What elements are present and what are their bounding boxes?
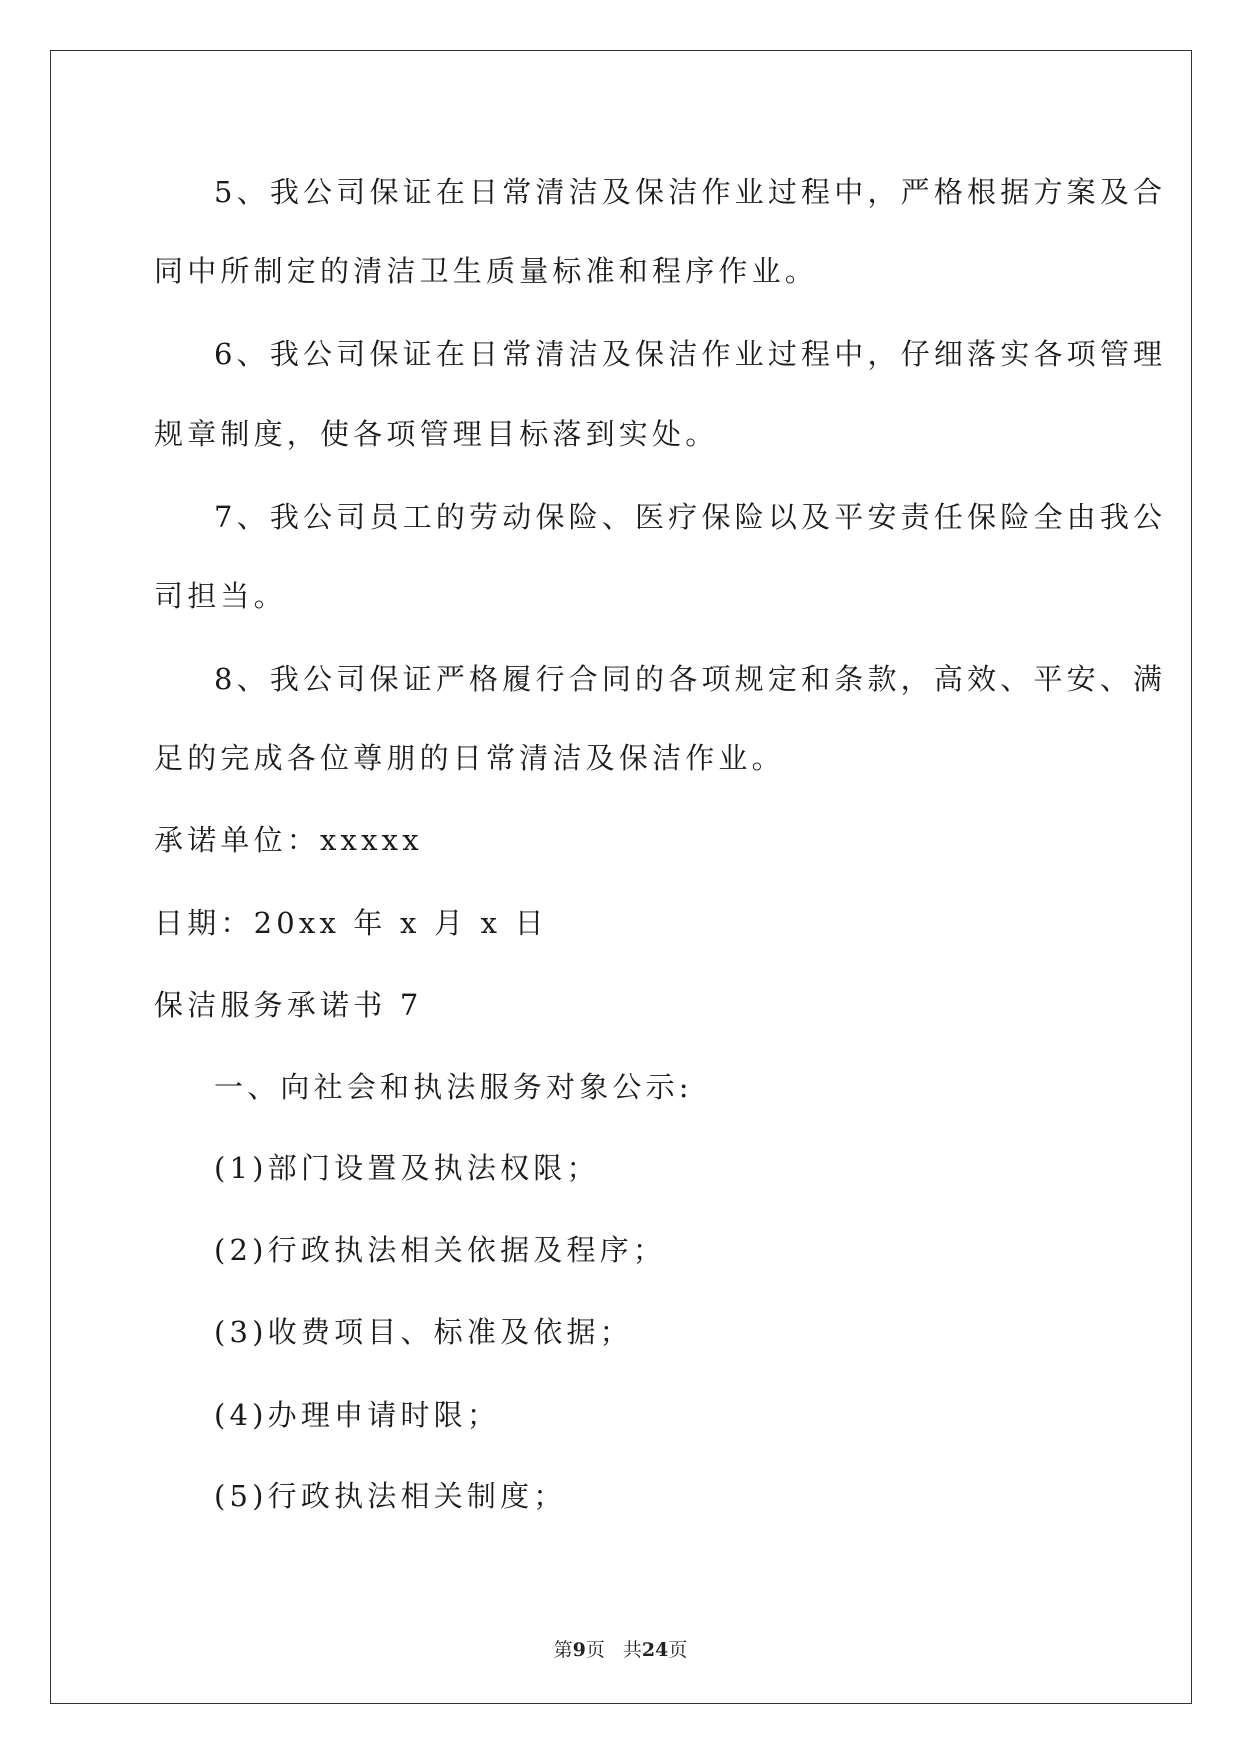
current-page-number: 9 xyxy=(572,1639,586,1661)
paragraph-7-line-1: 7、我公司员工的劳动保险、医疗保险以及平安责任保险全由我公 xyxy=(214,500,1167,534)
paragraph-6-line-1: 6、我公司保证在日常清洁及保洁作业过程中，仔细落实各项管理 xyxy=(214,337,1167,371)
paragraph-8-line-1: 8、我公司保证严格履行合同的各项规定和条款，高效、平安、满 xyxy=(214,662,1167,696)
list-item-4: (4)办理申请时限； xyxy=(214,1398,501,1432)
paragraph-7-line-2: 司担当。 xyxy=(154,579,287,613)
total-page-number: 24 xyxy=(641,1639,669,1661)
commitment-unit: 承诺单位：xxxxx xyxy=(154,823,423,857)
footer-page-unit: 页 xyxy=(585,1639,605,1661)
paragraph-5-line-1: 5、我公司保证在日常清洁及保洁作业过程中，严格根据方案及合 xyxy=(214,175,1167,209)
page-border xyxy=(50,50,1192,1704)
list-item-3: (3)收费项目、标准及依据； xyxy=(214,1315,633,1349)
paragraph-8-line-2: 足的完成各位尊朋的日常清洁及保洁作业。 xyxy=(154,741,785,775)
footer-total-prefix: 共 xyxy=(622,1639,642,1661)
list-heading: 一、向社会和执法服务对象公示: xyxy=(214,1070,693,1104)
footer-prefix: 第 xyxy=(553,1639,573,1661)
paragraph-5-line-2: 同中所制定的清洁卫生质量标准和程序作业。 xyxy=(154,254,819,288)
list-item-1: (1)部门设置及执法权限； xyxy=(214,1151,600,1185)
page-footer xyxy=(0,1638,1241,1662)
paragraph-6-line-2: 规章制度，使各项管理目标落到实处。 xyxy=(154,417,719,451)
footer-total-unit: 页 xyxy=(668,1639,688,1661)
section-title: 保洁服务承诺书 7 xyxy=(154,988,423,1022)
list-item-2: (2)行政执法相关依据及程序； xyxy=(214,1233,667,1267)
list-item-5: (5)行政执法相关制度； xyxy=(214,1479,567,1513)
date-line: 日期：20xx 年 x 月 x 日 xyxy=(154,906,548,940)
